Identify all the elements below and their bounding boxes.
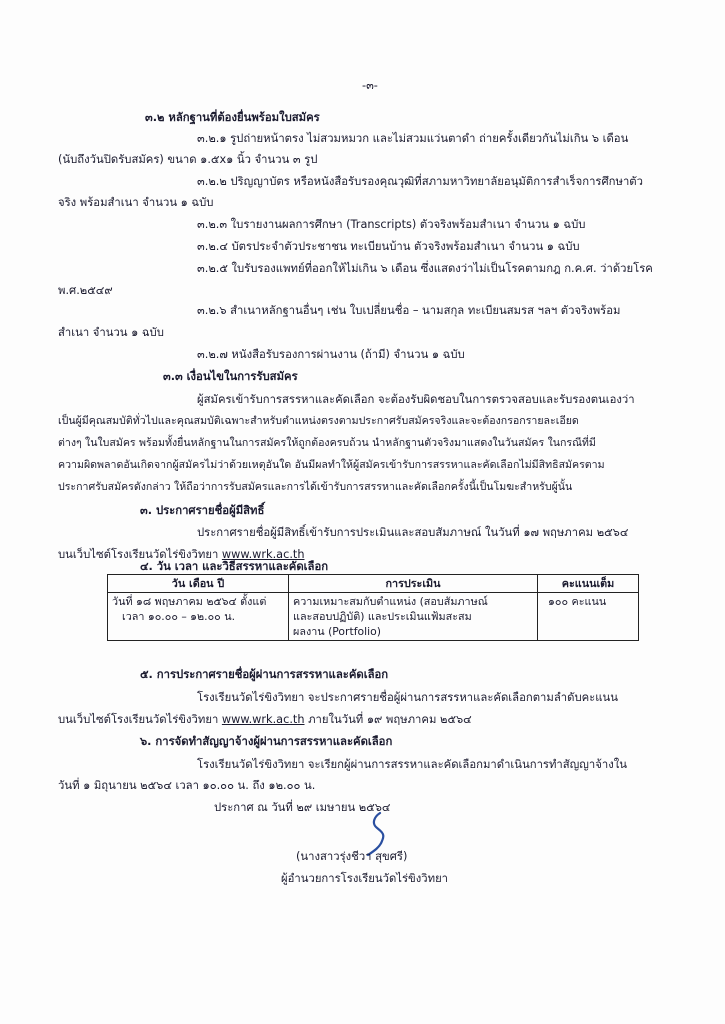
page-number: -๓-	[362, 79, 378, 92]
table-row	[108, 593, 639, 641]
announcement-date: ประกาศ ณ วันที่ ๒๙ เมษายน ๒๕๖๔	[214, 801, 391, 814]
website-link[interactable]: www.wrk.ac.th	[221, 713, 305, 726]
score-value: ๑๐๐ คะแนน	[548, 595, 607, 608]
section-4-heading: ๔. วัน เวลา และวิธีสรรหาและคัดเลือก	[140, 560, 329, 573]
item-3-2-2: ๓.๒.๒ ปริญญาบัตร หรือหนังสือรับรองคุณวุฒิที่สภามหาวิทยาลัยอนุมัติการสำเร็จการศึกษาตัว	[197, 175, 643, 188]
eval-line-3: ผลงาน (Portfolio)	[293, 625, 381, 638]
conditions-line-1: ผู้สมัครเข้ารับการสรรหาและคัดเลือก จะต้องรับผิดชอบในการตรวจสอบและรับรองตนเองว่า	[197, 393, 635, 406]
website-link[interactable]: www.wrk.ac.th	[221, 548, 305, 561]
contract-line-1: โรงเรียนวัดไร่ขิงวิทยา จะเรียกผู้ผ่านการสรรหาและคัดเลือกมาดำเนินการทำสัญญาจ้างใน	[197, 758, 627, 771]
item-3-2-6-cont: สำเนา จำนวน ๑ ฉบับ	[58, 326, 164, 339]
item-3-2-7: ๓.๒.๗ หนังสือรับรองการผ่านงาน (ถ้ามี) จำนวน ๑ ฉบับ	[197, 348, 465, 361]
item-3-2-1: ๓.๒.๑ รูปถ่ายหน้าตรง ไม่สวมหมวก และไม่สวมแว่นตาดำ ถ่ายครั้งเดียวกันไม่เกิน ๖ เดือน	[197, 132, 629, 145]
table-header-row	[108, 575, 639, 593]
results-announcement: โรงเรียนวัดไร่ขิงวิทยา จะประกาศรายชื่อผู้ผ่านการสรรหาและคัดเลือกตามลำดับคะแนน	[197, 691, 618, 704]
item-3-2-5: ๓.๒.๕ ใบรับรองแพทย์ที่ออกให้ไม่เกิน ๖ เดือน ซึ่งแสดงว่าไม่เป็นโรคตามกฎ ก.ค.ศ. ว่าด้วยโรค	[197, 262, 653, 275]
signatory-position: ผู้อำนวยการโรงเรียนวัดไร่ขิงวิทยา	[281, 872, 449, 885]
item-3-2-5-cont: พ.ศ.๒๕๔๙	[58, 284, 113, 297]
item-3-2-3: ๓.๒.๓ ใบรายงานผลการศึกษา (Transcripts) ตัวจริงพร้อมสำเนา จำนวน ๑ ฉบับ	[197, 218, 586, 231]
conditions-line-5: ประกาศรับสมัครดังกล่าว ให้ถือว่าการรับสมัครและการได้เข้ารับการสรรหาและคัดเลือกครั้งนี้เป็นโมฆะสำหรับผู้นั้น	[58, 481, 573, 493]
contract-line-2: วันที่ ๑ มิถุนายน ๒๕๖๔ เวลา ๑๐.๐๐ น. ถึง ๑๒.๐๐ น.	[58, 779, 316, 792]
conditions-line-2: เป็นผู้มีคุณสมบัติทั่วไปและคุณสมบัติเฉพาะสำหรับตำแหน่งตรงตามประกาศรับสมัครจริงและจะต้องกรอกรายละเอียด	[58, 415, 579, 427]
item-3-2-2-cont: จริง พร้อมสำเนา จำนวน ๑ ฉบับ	[58, 196, 214, 209]
section-3-3-heading: ๓.๓ เงื่อนไขในการรับสมัคร	[163, 370, 298, 383]
header-evaluation: การประเมิน	[289, 575, 538, 593]
section-5-heading: ๕. การประกาศรายชื่อผู้ผ่านการสรรหาและคัดเลือก	[140, 668, 389, 681]
item-3-2-4: ๓.๒.๔ บัตรประจำตัวประชาชน ทะเบียนบ้าน ตัวจริงพร้อมสำเนา จำนวน ๑ ฉบับ	[197, 240, 580, 253]
conditions-line-4: ความผิดพลาดอันเกิดจากผู้สมัครไม่ว่าด้วยเหตุอันใด อันมีผลทำให้ผู้สมัครเข้ารับการสรรหาและคัดเลือกไม่มีสิทธิสมัครตาม	[58, 459, 605, 471]
results-date: ภายในวันที่ ๑๙ พฤษภาคม ๒๕๖๔	[304, 713, 472, 726]
results-website-line	[58, 712, 472, 727]
cell-score	[538, 593, 639, 641]
cell-date	[108, 593, 289, 641]
conditions-line-3: ต่างๆ ในใบสมัคร พร้อมทั้งยื่นหลักฐานในการสมัครให้ถูกต้องครบถ้วน นำหลักฐานตัวจริงมาแสดงในวันสมัคร ในกรณีที่มี	[58, 437, 596, 449]
cell-evaluation	[289, 593, 538, 641]
section-3-2-heading: ๓.๒ หลักฐานที่ต้องยื่นพร้อมใบสมัคร	[145, 111, 320, 124]
date-line-2: เวลา ๑๐.๐๐ – ๑๒.๐๐ น.	[122, 610, 236, 623]
eligible-announcement: ประกาศรายชื่อผู้มีสิทธิ์เข้ารับการประเมินและสอบสัมภาษณ์ ในวันที่ ๑๗ พฤษภาคม ๒๕๖๔	[197, 526, 629, 539]
header-full-score: คะแนนเต็ม	[538, 575, 639, 593]
website-text: บนเว็บไซต์โรงเรียนวัดไร่ขิงวิทยา	[58, 548, 222, 561]
website-text: บนเว็บไซต์โรงเรียนวัดไร่ขิงวิทยา	[58, 713, 222, 726]
item-3-2-1-cont: (นับถึงวันปิดรับสมัคร) ขนาด ๑.๕x๑ นิ้ว จำนวน ๓ รูป	[58, 153, 318, 166]
signatory-name: (นางสาวรุ่งชีวา สุขศรี)	[296, 850, 408, 863]
eval-line-1: ความเหมาะสมกับตำแหน่ง (สอบสัมภาษณ์	[293, 595, 488, 608]
eval-line-2: และสอบปฏิบัติ) และประเมินแฟ้มสะสม	[293, 610, 472, 623]
section-3-heading: ๓. ประกาศรายชื่อผู้มีสิทธิ์	[140, 504, 265, 517]
date-line-1: วันที่ ๑๘ พฤษภาคม ๒๕๖๔ ตั้งแต่	[112, 595, 267, 608]
selection-schedule-table	[107, 574, 639, 641]
header-date: วัน เดือน ปี	[108, 575, 289, 593]
section-6-heading: ๖. การจัดทำสัญญาจ้างผู้ผ่านการสรรหาและคัดเลือก	[140, 735, 393, 748]
item-3-2-6: ๓.๒.๖ สำเนาหลักฐานอื่นๆ เช่น ใบเปลี่ยนชื่อ – นามสกุล ทะเบียนสมรส ฯลฯ ตัวจริงพร้อม	[197, 304, 621, 317]
